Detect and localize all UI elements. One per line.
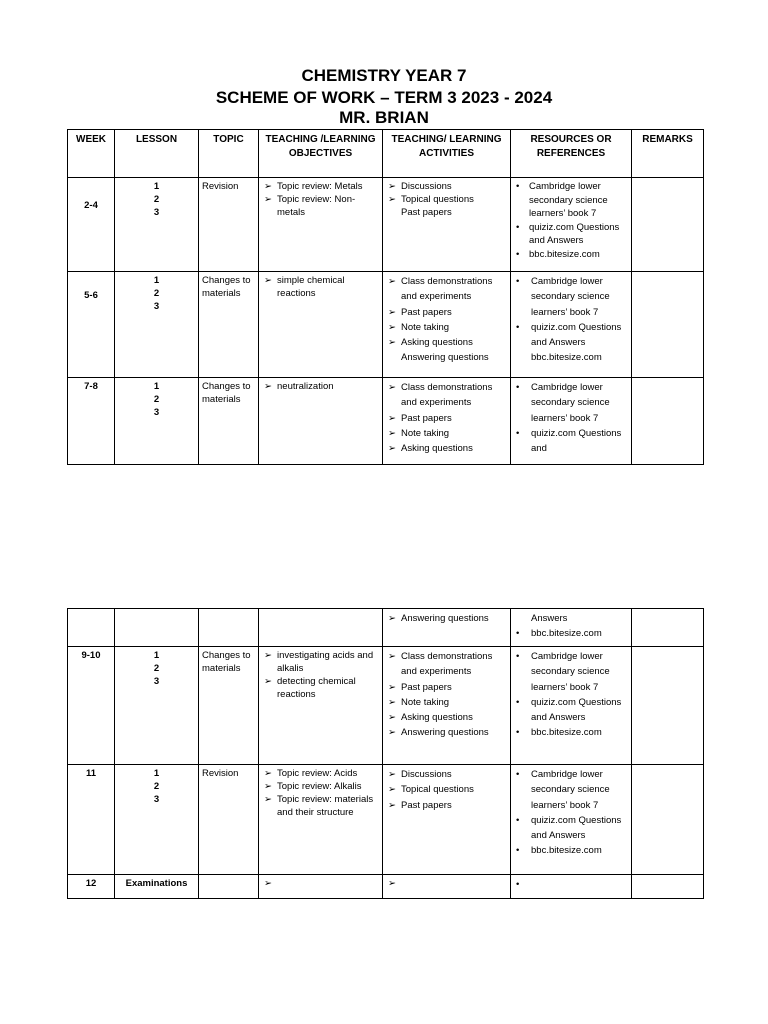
list-item: ➢ Topical questions <box>388 194 474 205</box>
list-item: • Cambridge lower secondary science learners’ book 7 <box>516 382 610 424</box>
arrow-bullet-icon: ➢ <box>388 769 396 780</box>
table-row <box>68 765 704 875</box>
table-row <box>68 178 704 272</box>
arrow-bullet-icon: ➢ <box>388 681 396 693</box>
list-item: • Cambridge lower secondary science learners’ book 7 <box>516 276 610 318</box>
list-item: ➢ simple chemical reactions <box>264 275 345 299</box>
lesson-number: 1 <box>153 181 160 192</box>
resources-cell <box>511 609 632 647</box>
week-cell: 12 <box>68 875 115 899</box>
activities-cell <box>383 178 511 272</box>
lesson-cell <box>115 609 199 647</box>
activities-cell <box>383 875 511 899</box>
list-item: ➢ Topic review: Alkalis <box>264 781 362 792</box>
list-item: • bbc.bitesize.com <box>514 626 628 641</box>
resources-cell <box>511 647 632 765</box>
list-item: • bbc.bitesize.com <box>514 843 628 858</box>
bullet-icon: • <box>516 879 520 890</box>
remarks-cell <box>632 178 704 272</box>
doc-title-line-2: SCHEME OF WORK – TERM 3 2023 - 2024 <box>215 88 553 107</box>
plain-item: Answering questions <box>401 352 489 364</box>
list-item: • quiziz.com Questions and Answers <box>516 814 622 842</box>
activities-cell <box>383 272 511 378</box>
lesson-number: 2 <box>153 781 160 792</box>
remarks-cell <box>632 647 704 765</box>
list-item: ➢ Class demonstrations and experiments <box>388 276 493 303</box>
header-resources: RESOURCES OR REFERENCES <box>511 130 632 178</box>
list-item: ➢ investigating acids and alkalis <box>264 650 374 674</box>
bullet-icon: • <box>516 628 520 640</box>
plain-item: Past papers <box>401 207 452 218</box>
lesson-number: 3 <box>153 794 160 805</box>
topic-cell: Changes to materials <box>199 378 259 465</box>
list-item: ➢ Answering questions <box>386 611 507 626</box>
resources-cell <box>511 178 632 272</box>
lesson-number: 2 <box>153 194 160 205</box>
lesson-cell <box>115 378 199 465</box>
plain-item: bbc.bitesize.com <box>531 352 602 364</box>
table-header-row <box>68 130 704 178</box>
list-item: ➢ Past papers <box>386 305 507 320</box>
objectives-cell <box>259 272 383 378</box>
topic-cell <box>199 875 259 899</box>
lesson-number: 3 <box>153 207 160 218</box>
list-item: • bbc.bitesize.com <box>516 248 600 260</box>
arrow-bullet-icon: ➢ <box>264 676 272 687</box>
lesson-cell <box>115 765 199 875</box>
arrow-bullet-icon: ➢ <box>388 799 396 811</box>
list-item: • quiziz.com Questions and Answers <box>516 321 622 349</box>
arrow-bullet-icon: ➢ <box>388 427 396 439</box>
topic-cell: Changes to materials <box>199 272 259 378</box>
table-row <box>68 378 704 465</box>
list-item: ➢ Asking questions <box>386 335 507 350</box>
table-row <box>68 647 704 765</box>
activities-cell <box>383 609 511 647</box>
arrow-bullet-icon: ➢ <box>388 784 396 796</box>
lesson-cell: Examinations <box>115 875 199 899</box>
topic-cell: Revision <box>199 178 259 272</box>
table-row <box>68 875 704 899</box>
arrow-bullet-icon: ➢ <box>264 181 272 192</box>
bullet-icon: • <box>516 696 520 708</box>
bullet-icon: • <box>516 221 520 233</box>
list-item: • bbc.bitesize.com <box>514 725 628 740</box>
list-item: ➢ Class demonstrations and experiments <box>388 651 493 678</box>
bullet-icon: • <box>516 181 520 192</box>
list-item: ➢ Topic review: Non-metals <box>264 194 356 218</box>
bullet-icon: • <box>516 382 520 393</box>
arrow-bullet-icon: ➢ <box>388 651 396 662</box>
remarks-cell <box>632 609 704 647</box>
week-cell: 9-10 <box>68 647 115 765</box>
list-item: • Cambridge lower secondary science learners’ book 7 <box>516 181 608 219</box>
list-item: ➢ Past papers <box>386 798 507 813</box>
header-objectives: TEACHING /LEARNING OBJECTIVES <box>259 130 383 178</box>
objectives-cell <box>259 647 383 765</box>
list-item: ➢ Asking questions <box>386 710 507 725</box>
week-cell: 2-4 <box>68 178 115 272</box>
lesson-number: 1 <box>153 275 160 286</box>
week-cell: 11 <box>68 765 115 875</box>
list-item: • quiziz.com Questions and Answers <box>516 221 620 246</box>
table-row <box>68 609 704 647</box>
lesson-number: 2 <box>153 663 160 674</box>
arrow-bullet-icon: ➢ <box>264 650 272 661</box>
bullet-icon: • <box>516 814 520 826</box>
activities-cell <box>383 647 511 765</box>
scheme-table-part-2 <box>67 608 704 899</box>
list-item: ➢ Note taking <box>386 426 507 441</box>
remarks-cell <box>632 378 704 465</box>
list-item: ➢ Topic review: materials and their structure <box>264 794 374 818</box>
bullet-icon: • <box>516 321 520 333</box>
arrow-bullet-icon: ➢ <box>388 306 396 318</box>
remarks-cell <box>632 765 704 875</box>
header-remarks: REMARKS <box>632 130 704 178</box>
arrow-bullet-icon: ➢ <box>264 878 272 889</box>
lesson-number: 1 <box>153 650 160 661</box>
lesson-number: 2 <box>153 288 160 299</box>
list-item: ➢ Class demonstrations and experiments <box>388 382 493 409</box>
doc-title-line-3: MR. BRIAN <box>339 108 429 127</box>
scheme-table-part-1 <box>67 129 704 465</box>
list-item: ➢ Asking questions <box>386 441 507 456</box>
list-item: ➢ Topic review: Metals <box>264 181 363 192</box>
bullet-icon: • <box>516 248 520 260</box>
objectives-cell <box>259 609 383 647</box>
list-item: ➢ Past papers <box>386 680 507 695</box>
activities-cell <box>383 765 511 875</box>
lesson-cell <box>115 647 199 765</box>
list-item: ➢ Topical questions <box>386 782 507 797</box>
arrow-bullet-icon: ➢ <box>264 768 272 779</box>
list-item: ➢ Topic review: Acids <box>264 768 358 779</box>
plain-item: Answers <box>531 613 568 624</box>
lesson-number: 3 <box>153 676 160 687</box>
arrow-bullet-icon: ➢ <box>388 727 396 739</box>
arrow-bullet-icon: ➢ <box>388 696 396 708</box>
list-item: ➢ Note taking <box>386 695 507 710</box>
arrow-bullet-icon: ➢ <box>388 321 396 333</box>
list-item: ➢ Discussions <box>386 767 507 782</box>
list-item: ➢ neutralization <box>264 381 334 392</box>
week-cell: 7-8 <box>68 378 115 465</box>
list-item: ➢ Past papers <box>386 411 507 426</box>
bullet-icon: • <box>516 727 520 739</box>
week-cell <box>68 609 115 647</box>
list-item: • quiziz.com Questions and Answers <box>516 696 622 724</box>
topic-cell: Revision <box>199 765 259 875</box>
list-item: • quiziz.com Questions and <box>516 427 622 455</box>
bullet-icon: • <box>516 651 520 662</box>
doc-title-line-1: CHEMISTRY YEAR 7 <box>301 66 467 85</box>
header-activities: TEACHING/ LEARNING ACTIVITIES <box>383 130 511 178</box>
list-item: ➢ detecting chemical reactions <box>264 676 356 700</box>
resources-cell <box>511 272 632 378</box>
bullet-icon: • <box>516 276 520 287</box>
bullet-icon: • <box>516 769 520 780</box>
arrow-bullet-icon: ➢ <box>388 443 396 455</box>
lesson-number: 3 <box>153 407 160 418</box>
objectives-cell <box>259 178 383 272</box>
topic-cell <box>199 609 259 647</box>
remarks-cell <box>632 875 704 899</box>
objectives-cell <box>259 875 383 899</box>
arrow-bullet-icon: ➢ <box>388 337 396 349</box>
arrow-bullet-icon: ➢ <box>264 194 272 205</box>
topic-cell: Changes to materials <box>199 647 259 765</box>
list-item: ➢ Answering questions <box>386 725 507 740</box>
arrow-bullet-icon: ➢ <box>264 794 272 805</box>
arrow-bullet-icon: ➢ <box>264 781 272 792</box>
lesson-number: 1 <box>153 768 160 779</box>
arrow-bullet-icon: ➢ <box>388 194 396 205</box>
arrow-bullet-icon: ➢ <box>388 878 396 889</box>
arrow-bullet-icon: ➢ <box>388 382 396 393</box>
arrow-bullet-icon: ➢ <box>388 181 396 192</box>
arrow-bullet-icon: ➢ <box>264 381 272 392</box>
objectives-cell <box>259 378 383 465</box>
resources-cell <box>511 875 632 899</box>
list-item: ➢ Note taking <box>386 320 507 335</box>
lesson-number: 3 <box>153 301 160 312</box>
week-cell: 5-6 <box>68 272 115 378</box>
arrow-bullet-icon: ➢ <box>264 275 272 286</box>
list-item: ➢ Discussions <box>388 181 452 192</box>
arrow-bullet-icon: ➢ <box>388 412 396 424</box>
table-row <box>68 272 704 378</box>
list-item: • Cambridge lower secondary science learners’ book 7 <box>516 651 610 693</box>
bullet-icon: • <box>516 427 520 439</box>
remarks-cell <box>632 272 704 378</box>
header-lesson: LESSON <box>115 130 199 178</box>
bullet-icon: • <box>516 845 520 857</box>
arrow-bullet-icon: ➢ <box>388 276 396 287</box>
list-item: • Cambridge lower secondary science learners’ book 7 <box>516 769 610 811</box>
lesson-number: 1 <box>153 381 160 392</box>
lesson-number: 2 <box>153 394 160 405</box>
resources-cell <box>511 765 632 875</box>
header-topic: TOPIC <box>199 130 259 178</box>
arrow-bullet-icon: ➢ <box>388 613 396 624</box>
lesson-cell <box>115 178 199 272</box>
resources-cell <box>511 378 632 465</box>
header-week: WEEK <box>68 130 115 178</box>
activities-cell <box>383 378 511 465</box>
arrow-bullet-icon: ➢ <box>388 712 396 724</box>
lesson-cell <box>115 272 199 378</box>
objectives-cell <box>259 765 383 875</box>
